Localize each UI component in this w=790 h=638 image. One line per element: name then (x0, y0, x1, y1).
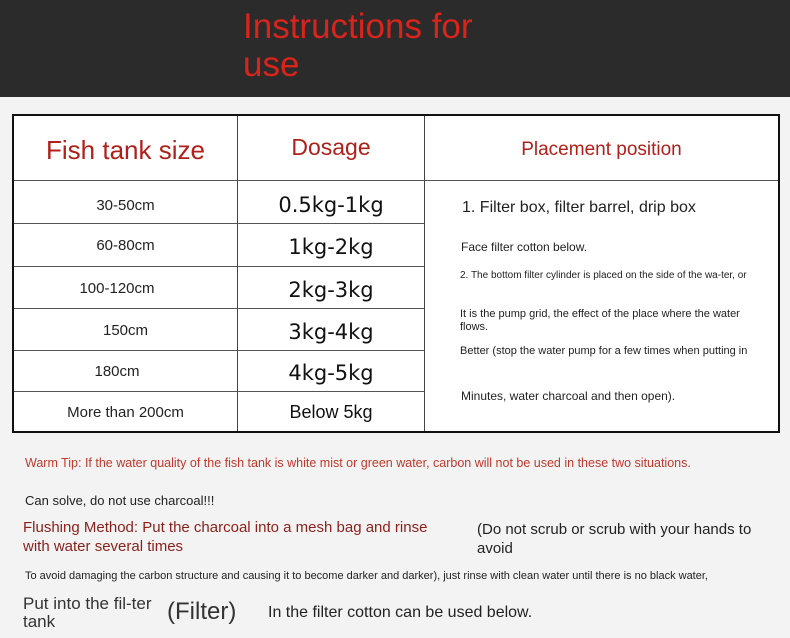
placement-line: 2. The bottom filter cylinder is placed on the side of the wa-ter, or (460, 270, 747, 281)
warm-tip: Warm Tip: If the water quality of the fish tank is white mist or green water, carbon will not be used in these two situations. (25, 456, 691, 470)
dosage-cell: 1kg-2kg (288, 235, 374, 259)
size-cell: 100-120cm (79, 279, 155, 297)
dosage-cell: 0.5kg-1kg (278, 193, 384, 217)
flushing-method: Flushing Method: Put the charcoal into a mesh bag and rinse with water several times (23, 519, 428, 555)
can-solve-note: Can solve, do not use charcoal!!! (25, 493, 215, 508)
placement-line: It is the pump grid, the effect of the place where the water flows. (460, 308, 740, 333)
placement-line: Face filter cotton below. (461, 240, 588, 254)
dosage-table (12, 114, 780, 433)
avoid-damage-note: To avoid damaging the carbon structure and causing it to become darker and darker), just rinse with clean water until there is no black water, (25, 570, 708, 582)
size-cell: 60-80cm (96, 236, 155, 254)
put-into-note: Put into the fil-ter tank (23, 594, 152, 631)
size-cell: More than 200cm (67, 403, 184, 421)
size-cell: 30-50cm (96, 196, 155, 214)
header-banner (0, 0, 790, 97)
dosage-cell: Below 5kg (289, 401, 373, 422)
header-placement-position: Placement position (521, 139, 682, 160)
placement-line: 1. Filter box, filter barrel, drip box (462, 199, 696, 216)
size-cell: 150cm (102, 321, 149, 339)
placement-line: Better (stop the water pump for a few times when putting in (460, 345, 748, 357)
cotton-note: In the filter cotton can be used below. (268, 604, 533, 621)
dosage-cell: 2kg-3kg (288, 278, 374, 302)
placement-line: Minutes, water charcoal and then open). (461, 389, 676, 403)
page-title: Instructions for use (243, 7, 473, 84)
header-fish-tank-size: Fish tank size (46, 134, 205, 165)
header-dosage: Dosage (291, 133, 371, 160)
filter-label: (Filter) (167, 598, 237, 625)
dosage-cell: 4kg-5kg (288, 361, 374, 385)
size-cell: 180cm (94, 362, 140, 380)
dosage-cell: 3kg-4kg (288, 320, 374, 344)
scrub-note: (Do not scrub or scrub with your hands to avoid (477, 521, 752, 557)
